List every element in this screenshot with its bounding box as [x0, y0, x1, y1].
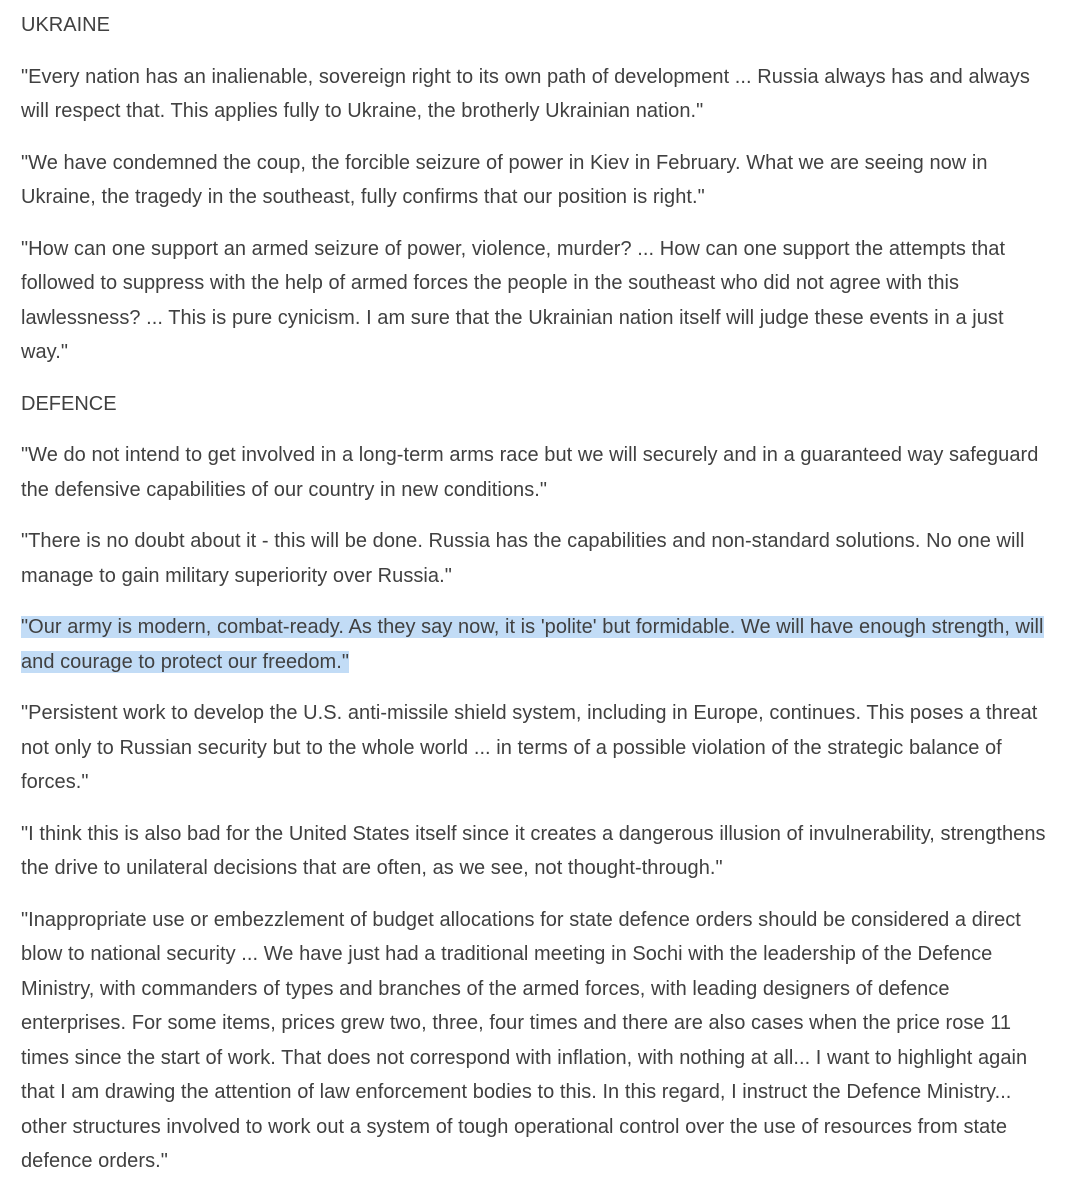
section-heading-defence: DEFENCE [21, 392, 117, 415]
quote-paragraph: "We do not intend to get involved in a long-term arms race but we will securely and in a guaranteed way safeguard the defensive capabilities of our country in new conditions." [21, 444, 1039, 501]
quote-paragraph: "Persistent work to develop the U.S. anti-missile shield system, including in Europe, continues. This poses a threat not only to Russian security but to the whole world ... in terms of a possible violation of the strategic balance of forces." [21, 702, 1038, 793]
quote-paragraph: "There is no doubt about it - this will be done. Russia has the capabilities and non-standard solutions. No one will manage to gain military superiority over Russia." [21, 530, 1025, 587]
quote-paragraph: "How can one support an armed seizure of power, violence, murder? ... How can one support the attempts that followed to suppress with the help of armed forces the people in the southeast who did not agree with this lawlessness? ... This is pure cynicism. I am sure that the Ukrainian nation itself will judge these events in a just way." [21, 237, 1006, 363]
section-heading-ukraine: UKRAINE [21, 14, 110, 36]
highlighted-quote-paragraph[interactable] [21, 610, 1051, 679]
quote-paragraph: "Inappropriate use or embezzlement of budget allocations for state defence orders should be considered a direct blow to national security ... We have just had a traditional meeting in Sochi with the leadership of the Defence Ministry, with commanders of types and branches of the armed forces, with leading designers of defence enterprises. For some items, prices grew two, three, four times and there are also cases when the price rose 11 times since the start of work. That does not correspond with inflation, with nothing at all... I want to highlight again that I am drawing the attention of law enforcement bodies to this. In this regard, I instruct the Defence Ministry... other structures involved to work out a system of tough operational control over the use of resources from state defence orders." [21, 908, 1028, 1172]
quote-paragraph: "I think this is also bad for the United States itself since it creates a dangerous illusion of invulnerability, strengthens the drive to unilateral decisions that are often, as we see, not thought-through." [21, 822, 1046, 879]
text-selection-highlight[interactable]: "Our army is modern, combat-ready. As they say now, it is 'polite' but formidable. We will have enough strength, will and courage to protect our freedom." [21, 616, 1044, 673]
quote-paragraph: "We have condemned the coup, the forcible seizure of power in Kiev in February. What we are seeing now in Ukraine, the tragedy in the southeast, fully confirms that our position is right." [21, 151, 988, 208]
quote-paragraph: "Every nation has an inalienable, sovereign right to its own path of development ... Russia always has and always will respect that. This applies fully to Ukraine, the brotherly Ukrainian nation." [21, 65, 1030, 122]
